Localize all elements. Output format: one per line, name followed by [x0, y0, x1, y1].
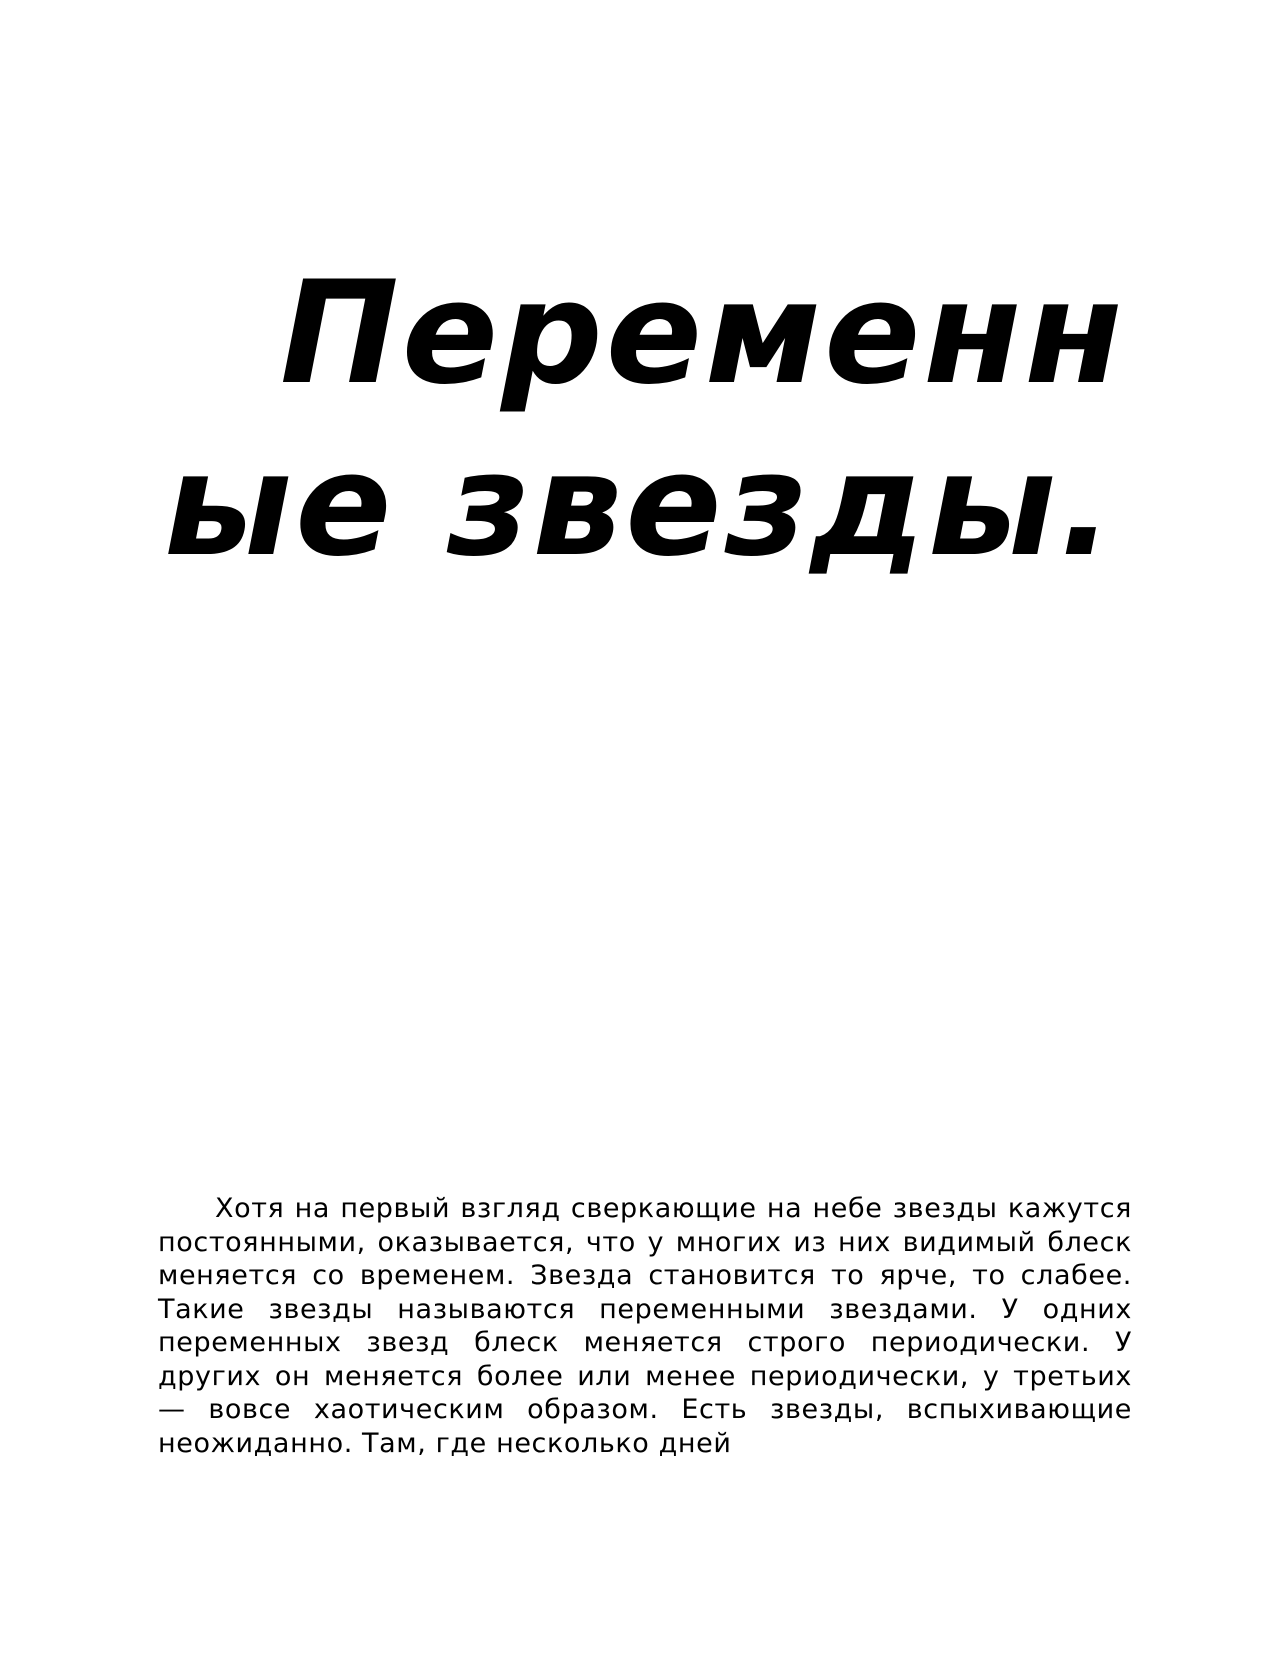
- title-line-2: ые звезды.: [163, 423, 1117, 588]
- page-title: [160, 248, 1126, 592]
- title-line-1: Переменн: [280, 251, 1126, 416]
- body-paragraph: Хотя на первый взгляд сверкающие на небе звезды кажутся постоянными, оказывается, что у многих из них видимый блеск меняется со временем. Звезда становится то ярче, то слабее. Такие звезды называются переменными звездами. У одних переменных звезд блеск меняется строго периодически. У других он меняется более или менее периодически, у третьих — вовсе хаотическим образом. Есть звезды, вспыхивающие неожиданно. Там, где несколько дней: [158, 1193, 1132, 1459]
